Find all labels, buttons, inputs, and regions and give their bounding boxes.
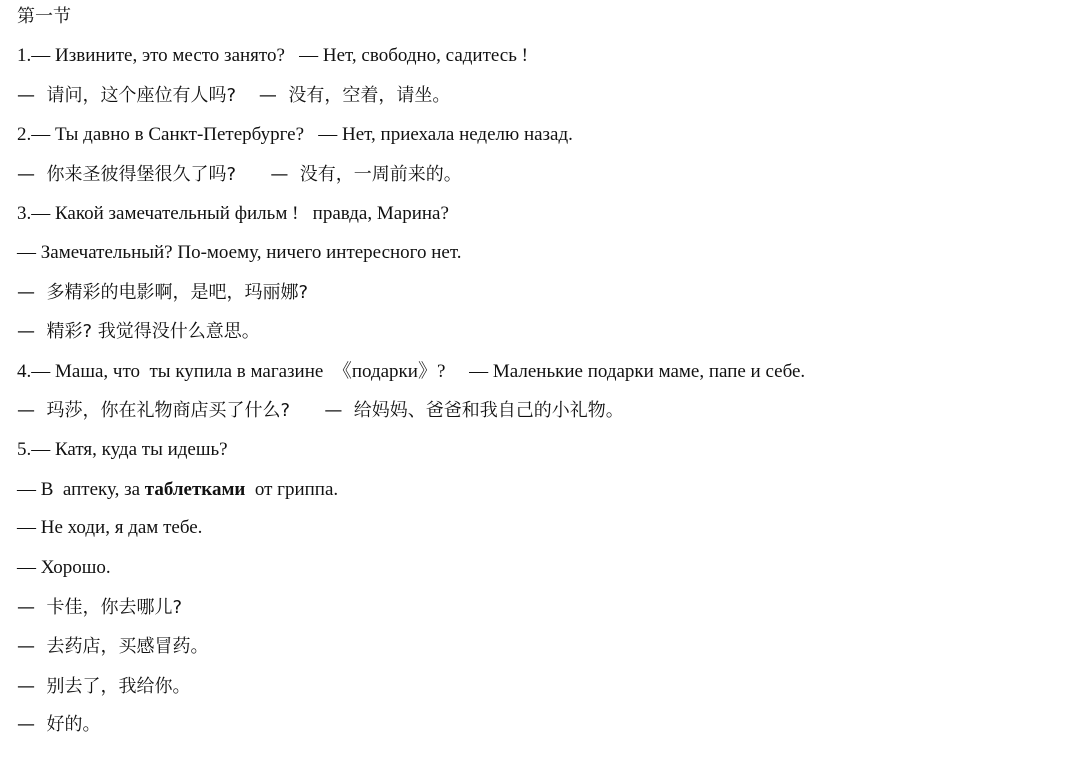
dialogue-3-chinese-answer: — 精彩? 我觉得没什么意思。 — [17, 321, 260, 342]
dialogue-5-russian-reply-3: — Хорошо. — [17, 557, 111, 578]
dialogue-5-chinese-reply-3: — 好的。 — [17, 714, 101, 735]
dialogue-1-russian: 1.— Извините, это место занято? — Нет, свободно, садитесь ! — [17, 45, 528, 66]
dialogue-5-chinese-question: — 卡佳，你去哪儿? — [17, 597, 182, 618]
reply-1-text-start: — В аптеку, за — [17, 479, 145, 500]
dialogue-2-chinese: — 你来圣彼得堡很久了吗? — 没有，一周前来的。 — [17, 164, 462, 185]
dialogue-3-chinese-question: — 多精彩的电影啊，是吧，玛丽娜? — [17, 282, 308, 303]
dialogue-2-russian: 2.— Ты давно в Санкт-Петербурге? — Нет, приехала неделю назад. — [17, 124, 573, 145]
dialogue-4-chinese: — 玛莎，你在礼物商店买了什么? — 给妈妈、爸爸和我自己的小礼物。 — [17, 400, 624, 421]
dialogue-3-russian-question: 3.— Какой замечательный фильм ! правда, Марина? — [17, 203, 449, 224]
section-title: 第一节 — [17, 6, 71, 27]
dialogue-5-russian-reply-2: — Не ходи, я дам тебе. — [17, 517, 203, 538]
reply-1-text-end: от гриппа. — [245, 479, 339, 500]
reply-1-bold-word: таблетками — [144, 479, 246, 500]
dialogue-1-chinese: — 请问，这个座位有人吗? — 没有，空着，请坐。 — [17, 85, 451, 106]
dialogue-3-russian-answer: — Замечательный? По-моему, ничего интересного нет. — [17, 242, 462, 263]
dialogue-5-russian-reply-1 — [17, 478, 338, 502]
dialogue-5-chinese-reply-1: — 去药店，买感冒药。 — [17, 636, 209, 657]
dialogue-4-russian: 4.— Маша, что ты купила в магазине 《подарки》? — Маленькие подарки маме, папе и себе. — [17, 361, 806, 382]
dialogue-5-chinese-reply-2: — 别去了，我给你。 — [17, 676, 191, 697]
dialogue-5-russian-question: 5.— Катя, куда ты идешь? — [17, 439, 228, 460]
